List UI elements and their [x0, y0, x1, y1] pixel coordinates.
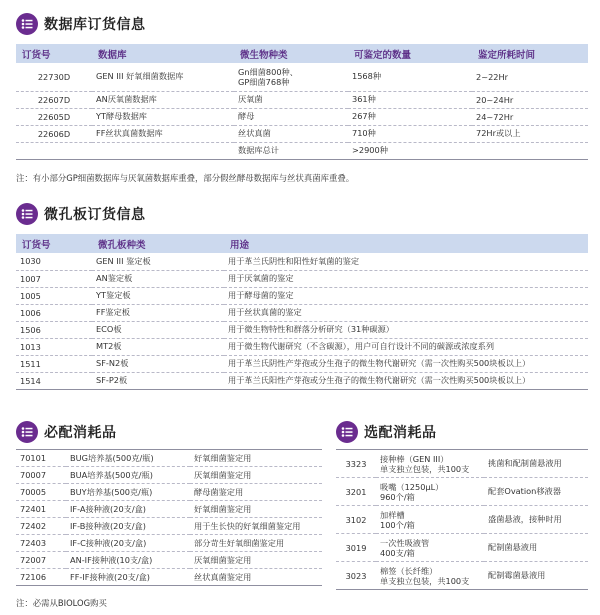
- plate-purpose: 用于微生物代谢研究（不含碳源），用户可自行设计不同的碳源或浓度系列: [228, 341, 495, 351]
- identifiable-count: 267种: [352, 111, 376, 121]
- order-number: 22605D: [37, 111, 71, 122]
- plate-type: AN鉴定板: [96, 273, 133, 283]
- order-number: 1511: [20, 358, 41, 369]
- list-icon: [16, 203, 38, 225]
- table-row: [16, 287, 588, 304]
- order-number: 72106: [20, 572, 47, 582]
- order-number: 72402: [20, 521, 47, 531]
- identification-time: 72Hr或以上: [476, 128, 521, 138]
- table-row: [336, 562, 588, 590]
- col-header: 用途: [224, 234, 588, 253]
- order-number: 1013: [20, 341, 41, 352]
- list-icon: [16, 13, 38, 35]
- order-number: 3323: [345, 458, 367, 469]
- order-number: 1006: [20, 307, 41, 318]
- table-row: [16, 304, 588, 321]
- table-row: [16, 253, 588, 270]
- plate-purpose: 用于酵母菌的鉴定: [228, 290, 294, 300]
- plate-type: YT鉴定板: [96, 290, 131, 300]
- order-number: 72007: [20, 555, 47, 565]
- consumable-name: AN-IF接种液(10支/盒): [70, 554, 153, 565]
- order-number: 22730D: [37, 71, 71, 82]
- list-icon: [336, 421, 358, 443]
- consumable-name: IF-C接种液(20支/盒): [70, 537, 147, 548]
- plate-type: ECO板: [96, 324, 122, 334]
- table-row: [336, 450, 588, 478]
- col-header: 数据库: [92, 44, 234, 63]
- consumable-usage: 部分苛生好氧细菌鉴定用: [194, 537, 285, 548]
- order-number: 1007: [20, 273, 41, 284]
- plate-type: SF-N2板: [96, 358, 129, 368]
- col-header: 订货号: [16, 44, 92, 63]
- consumable-name: 棉签（长纤维） 单支独立包装，共100支: [380, 565, 470, 586]
- microplate-section-title: [16, 203, 146, 225]
- optional-consumables-title: [336, 421, 437, 443]
- order-number: 70101: [20, 453, 47, 463]
- total-label: 数据库总计: [238, 145, 279, 155]
- plate-purpose: 用于革兰氏阴性产芽孢或分生孢子的微生物代谢研究（需一次性购买500块板以上）: [228, 358, 531, 368]
- database-name: YT酵母数据库: [96, 111, 147, 121]
- table-row: [16, 108, 588, 125]
- required-consumables-table: [16, 449, 322, 586]
- microbe-type: 丝状真菌: [238, 128, 271, 138]
- consumable-usage: 好氧细菌鉴定用: [194, 452, 252, 463]
- consumable-usage: 厌氧细菌鉴定用: [194, 554, 252, 565]
- table-row: [16, 484, 322, 501]
- order-number: 22607D: [37, 94, 71, 105]
- consumable-name: FF-IF接种液(20支/盒): [70, 571, 151, 582]
- microbe-type: Gn细菌800种、 GP细菌768种: [238, 66, 298, 87]
- table-row: [16, 467, 322, 484]
- consumable-name: 一次性吸液管 400支/箱: [380, 537, 430, 558]
- table-row: [16, 501, 322, 518]
- optional-consumables-table: [336, 449, 588, 590]
- col-header: 微生物种类: [234, 44, 348, 63]
- consumable-usage: 酵母菌鉴定用: [194, 486, 244, 497]
- table-row: [16, 372, 588, 389]
- consumable-usage: 配制菌悬液用: [488, 542, 538, 552]
- database-table: [16, 44, 588, 160]
- table-row: [16, 569, 322, 586]
- order-number: 1506: [20, 324, 41, 335]
- required-consumables-title: [16, 421, 117, 443]
- col-header: 鉴定所耗时间: [472, 44, 588, 63]
- consumable-usage: 盛菌悬液，接种时用: [488, 514, 562, 524]
- table-row: [16, 355, 588, 372]
- plate-type: MT2板: [96, 341, 122, 351]
- table-header-row: [16, 234, 588, 253]
- order-number: 70005: [20, 487, 47, 497]
- microplate-table: [16, 234, 588, 390]
- database-note: 注：有小部分GP细菌数据库与厌氧菌数据库重叠，部分假丝酵母数据库与丝状真菌库重叠。: [16, 173, 355, 183]
- identification-time: 24~72Hr: [476, 111, 514, 122]
- order-number: 1514: [20, 375, 41, 386]
- consumable-usage: 厌氧细菌鉴定用: [194, 469, 252, 480]
- plate-purpose: 用于革兰氏阴性和阳性好氧菌的鉴定: [228, 255, 360, 266]
- consumable-usage: 好氧细菌鉴定用: [194, 503, 252, 514]
- order-number: 3023: [345, 570, 367, 581]
- database-name: AN厌氧菌数据库: [96, 94, 157, 104]
- consumable-usage: 配制霉菌悬液用: [488, 570, 546, 580]
- database-name: GEN III 好氧细菌数据库: [96, 71, 184, 82]
- microbe-type: 酵母: [238, 111, 255, 121]
- identification-time: 2~22Hr: [476, 71, 509, 82]
- plate-type: SF-P2板: [96, 375, 128, 385]
- consumable-usage: 用于生长快的好氧细菌鉴定用: [194, 520, 301, 531]
- table-row: [16, 270, 588, 287]
- plate-purpose: 用于厌氧菌的鉴定: [228, 273, 294, 283]
- order-number: 1005: [20, 290, 41, 301]
- total-row: [16, 142, 588, 159]
- plate-type: GEN III 鉴定板: [96, 255, 151, 266]
- order-number: 3019: [345, 542, 367, 553]
- order-number: 3201: [345, 486, 367, 497]
- order-number: 72401: [20, 504, 47, 514]
- table-row: [16, 91, 588, 108]
- table-row: [16, 63, 588, 91]
- consumable-usage: 配套Ovation移液器: [488, 486, 561, 496]
- section-title-text: 必配消耗品: [44, 425, 117, 441]
- identification-time: 20~24Hr: [476, 94, 514, 105]
- consumable-name: BUA培养基(500克/瓶): [70, 469, 153, 480]
- identifiable-count: 361种: [352, 94, 376, 104]
- table-row: [16, 125, 588, 142]
- table-header-row: [16, 44, 588, 63]
- table-row: [336, 478, 588, 506]
- order-number: 3102: [345, 514, 367, 525]
- section-title-text: 微孔板订货信息: [44, 207, 146, 223]
- col-header: 可鉴定的数量: [348, 44, 472, 63]
- consumable-name: 接种棒（GEN III） 单支独立包装，共100支: [380, 453, 470, 474]
- plate-purpose: 用于革兰氏阳性产芽孢或分生孢子的微生物代谢研究（需一次性购买500块板以上）: [228, 375, 531, 385]
- table-row: [16, 535, 322, 552]
- table-row: [16, 518, 322, 535]
- microbe-type: 厌氧菌: [238, 94, 263, 104]
- order-number: 1030: [20, 256, 41, 267]
- database-section-title: [16, 13, 146, 35]
- identifiable-count: 710种: [352, 128, 376, 138]
- list-icon: [16, 421, 38, 443]
- col-header: 订货号: [16, 234, 92, 253]
- plate-purpose: 用于微生物特性和群落分析研究（31种碳源）: [228, 324, 394, 334]
- consumable-name: 吸嘴（1250μL） 960个/箱: [380, 481, 444, 502]
- order-number: 72403: [20, 538, 47, 548]
- table-row: [336, 534, 588, 562]
- table-row: [16, 552, 322, 569]
- table-row: [16, 338, 588, 355]
- plate-type: FF鉴定板: [96, 307, 130, 317]
- plate-purpose: 用于丝状真菌的鉴定: [228, 307, 302, 317]
- order-number: 70007: [20, 470, 47, 480]
- table-row: [16, 321, 588, 338]
- consumable-name: IF-B接种液(20支/盒): [70, 520, 146, 531]
- consumable-name: 加样槽 100个/箱: [380, 509, 415, 530]
- identifiable-count: 1568种: [352, 71, 382, 82]
- section-title-text: 选配消耗品: [364, 425, 437, 441]
- consumable-name: IF-A接种液(20支/盒): [70, 503, 147, 514]
- table-row: [336, 506, 588, 534]
- database-name: FF丝状真菌数据库: [96, 128, 163, 138]
- consumable-usage: 丝状真菌鉴定用: [194, 571, 252, 582]
- order-number: 22606D: [37, 128, 71, 139]
- consumable-usage: 挑菌和配制菌悬液用: [488, 458, 562, 468]
- consumable-name: BUG培养基(500克/瓶): [70, 452, 154, 463]
- table-row: [16, 450, 322, 467]
- required-note: 注：必需从BIOLOG购买: [16, 598, 107, 608]
- col-header: 微孔板种类: [92, 234, 224, 253]
- section-title-text: 数据库订货信息: [44, 17, 146, 33]
- total-value: >2900种: [352, 145, 388, 155]
- consumable-name: BUY培养基(500克/瓶): [70, 486, 153, 497]
